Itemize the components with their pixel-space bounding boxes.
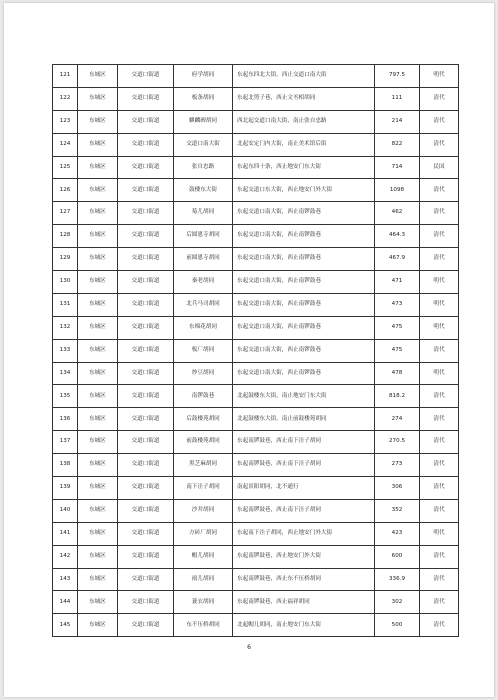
district-cell: 东城区 (78, 133, 118, 156)
table-row (53, 385, 459, 408)
street-cell: 交道口街道 (118, 225, 174, 248)
era-cell: 清代 (420, 385, 459, 408)
table-row (53, 568, 459, 591)
length-cell: 336.9 (375, 568, 420, 591)
era-cell: 清代 (420, 568, 459, 591)
table-row (53, 431, 459, 454)
extent-cell: 东起交道口东大街，西止地安门外大街 (233, 179, 375, 202)
street-cell: 交道口街道 (118, 65, 174, 88)
street-cell: 交道口街道 (118, 316, 174, 339)
district-cell: 东城区 (78, 454, 118, 477)
table-row (53, 522, 459, 545)
table-row (53, 408, 459, 431)
street-cell: 交道口街道 (118, 87, 174, 110)
era-cell: 清代 (420, 614, 459, 637)
hutong-name-cell: 鼓楼东大街 (174, 179, 233, 202)
extent-cell: 南起景阳胡同，北不通行 (233, 477, 375, 500)
length-cell: 306 (375, 477, 420, 500)
table-row (53, 362, 459, 385)
era-cell: 清代 (420, 133, 459, 156)
length-cell: 274 (375, 408, 420, 431)
row-number-cell: 136 (53, 408, 78, 431)
hutong-name-cell: 秦老胡同 (174, 271, 233, 294)
era-cell: 清代 (420, 202, 459, 225)
district-cell: 东城区 (78, 202, 118, 225)
era-cell: 清代 (420, 339, 459, 362)
street-cell: 交道口街道 (118, 362, 174, 385)
district-cell: 东城区 (78, 431, 118, 454)
row-number-cell: 142 (53, 545, 78, 568)
street-cell: 交道口街道 (118, 385, 174, 408)
table-row (53, 225, 459, 248)
row-number-cell: 129 (53, 248, 78, 271)
row-number-cell: 140 (53, 499, 78, 522)
district-cell: 东城区 (78, 339, 118, 362)
extent-cell: 北起鼓楼东大街，南止前鼓楼苑胡同 (233, 408, 375, 431)
table-row (53, 156, 459, 179)
row-number-cell: 127 (53, 202, 78, 225)
era-cell: 清代 (420, 591, 459, 614)
length-cell: 423 (375, 522, 420, 545)
extent-cell: 东起交道口南大街，西止南锣鼓巷 (233, 362, 375, 385)
street-cell: 交道口街道 (118, 591, 174, 614)
length-cell: 473 (375, 293, 420, 316)
table-row (53, 477, 459, 500)
district-cell: 东城区 (78, 408, 118, 431)
street-cell: 交道口街道 (118, 133, 174, 156)
length-cell: 302 (375, 591, 420, 614)
hutong-name-cell: 板厂胡同 (174, 339, 233, 362)
district-cell: 东城区 (78, 110, 118, 133)
hutong-name-cell: 炒豆胡同 (174, 362, 233, 385)
district-cell: 东城区 (78, 225, 118, 248)
era-cell: 明代 (420, 316, 459, 339)
table-row (53, 293, 459, 316)
row-number-cell: 145 (53, 614, 78, 637)
length-cell: 600 (375, 545, 420, 568)
hutong-name-cell: 南锣鼓巷 (174, 385, 233, 408)
length-cell: 462 (375, 202, 420, 225)
district-cell: 东城区 (78, 614, 118, 637)
length-cell: 797.5 (375, 65, 420, 88)
street-cell: 交道口街道 (118, 248, 174, 271)
document-page (4, 3, 494, 697)
hutong-name-cell: 板条胡同 (174, 87, 233, 110)
extent-cell: 东起东四北大街，西止交道口南大街 (233, 65, 375, 88)
hutong-name-cell: 南下洼子胡同 (174, 477, 233, 500)
table-row (53, 316, 459, 339)
length-cell: 352 (375, 499, 420, 522)
length-cell: 471 (375, 271, 420, 294)
era-cell: 清代 (420, 454, 459, 477)
extent-cell: 东起交道口南大街，西止南锣鼓巷 (233, 293, 375, 316)
hutong-name-cell: 府学胡同 (174, 65, 233, 88)
row-number-cell: 132 (53, 316, 78, 339)
length-cell: 464.3 (375, 225, 420, 248)
street-cell: 交道口街道 (118, 499, 174, 522)
era-cell: 清代 (420, 225, 459, 248)
era-cell: 清代 (420, 408, 459, 431)
extent-cell: 东起交道口南大街，西止南锣鼓巷 (233, 339, 375, 362)
hutong-name-cell: 前圆恩寺胡同 (174, 248, 233, 271)
hutong-name-cell: 东棉花胡同 (174, 316, 233, 339)
street-cell: 交道口街道 (118, 568, 174, 591)
district-cell: 东城区 (78, 179, 118, 202)
era-cell: 明代 (420, 65, 459, 88)
extent-cell: 东起南锣鼓巷，西止南下洼子胡同 (233, 499, 375, 522)
district-cell: 东城区 (78, 568, 118, 591)
length-cell: 714 (375, 156, 420, 179)
extent-cell: 西北起交道口南大街，南止张自忠路 (233, 110, 375, 133)
hutong-name-cell: 菊儿胡同 (174, 202, 233, 225)
era-cell: 清代 (420, 431, 459, 454)
street-cell: 交道口街道 (118, 110, 174, 133)
row-number-cell: 128 (53, 225, 78, 248)
street-cell: 交道口街道 (118, 522, 174, 545)
hutong-name-cell: 北兵马司胡同 (174, 293, 233, 316)
extent-cell: 东起交道口南大街，西止南锣鼓巷 (233, 202, 375, 225)
row-number-cell: 144 (53, 591, 78, 614)
length-cell: 822 (375, 133, 420, 156)
extent-cell: 东起南锣鼓巷，西止福祥胡同 (233, 591, 375, 614)
era-cell: 民国 (420, 156, 459, 179)
era-cell: 清代 (420, 545, 459, 568)
district-cell: 东城区 (78, 477, 118, 500)
street-cell: 交道口街道 (118, 545, 174, 568)
table-row (53, 110, 459, 133)
row-number-cell: 124 (53, 133, 78, 156)
street-cell: 交道口街道 (118, 408, 174, 431)
extent-cell: 北起安定门内大街，南止美术馆后街 (233, 133, 375, 156)
table-row (53, 271, 459, 294)
length-cell: 273 (375, 454, 420, 477)
row-number-cell: 131 (53, 293, 78, 316)
street-cell: 交道口街道 (118, 156, 174, 179)
era-cell: 明代 (420, 362, 459, 385)
extent-cell: 东起南锣鼓巷，西止地安门外大街 (233, 545, 375, 568)
table-row (53, 614, 459, 637)
hutong-name-cell: 后圆恩寺胡同 (174, 225, 233, 248)
extent-cell: 东起北剪子巷，西止文丞相胡同 (233, 87, 375, 110)
street-cell: 交道口街道 (118, 293, 174, 316)
row-number-cell: 130 (53, 271, 78, 294)
street-cell: 交道口街道 (118, 477, 174, 500)
street-cell: 交道口街道 (118, 271, 174, 294)
row-number-cell: 134 (53, 362, 78, 385)
street-cell: 交道口街道 (118, 614, 174, 637)
extent-cell: 东起东四十条，西止地安门东大街 (233, 156, 375, 179)
hutong-name-cell: 交道口南大街 (174, 133, 233, 156)
district-cell: 东城区 (78, 87, 118, 110)
table-row (53, 179, 459, 202)
hutong-name-cell: 雨儿胡同 (174, 568, 233, 591)
length-cell: 475 (375, 316, 420, 339)
district-cell: 东城区 (78, 316, 118, 339)
length-cell: 818.2 (375, 385, 420, 408)
era-cell: 清代 (420, 110, 459, 133)
length-cell: 475 (375, 339, 420, 362)
extent-cell: 东起南锣鼓巷，西止东不压桥胡同 (233, 568, 375, 591)
street-cell: 交道口街道 (118, 454, 174, 477)
district-cell: 东城区 (78, 591, 118, 614)
hutong-name-cell: 方砖厂胡同 (174, 522, 233, 545)
row-number-cell: 133 (53, 339, 78, 362)
district-cell: 东城区 (78, 545, 118, 568)
extent-cell: 东起南下洼子胡同，西止地安门外大街 (233, 522, 375, 545)
hutong-name-cell: 前鼓楼苑胡同 (174, 431, 233, 454)
row-number-cell: 121 (53, 65, 78, 88)
era-cell: 明代 (420, 522, 459, 545)
length-cell: 111 (375, 87, 420, 110)
extent-cell: 东起交道口南大街，西止南锣鼓巷 (233, 271, 375, 294)
street-cell: 交道口街道 (118, 202, 174, 225)
hutong-name-cell: 后鼓楼苑胡同 (174, 408, 233, 431)
era-cell: 明代 (420, 293, 459, 316)
length-cell: 500 (375, 614, 420, 637)
table-row (53, 591, 459, 614)
district-cell: 东城区 (78, 65, 118, 88)
hutong-name-cell: 张自忠路 (174, 156, 233, 179)
hutong-name-cell: 蓑衣胡同 (174, 591, 233, 614)
extent-cell: 东起交道口南大街，西止南锣鼓巷 (233, 316, 375, 339)
district-cell: 东城区 (78, 271, 118, 294)
hutong-name-cell: 沙井胡同 (174, 499, 233, 522)
length-cell: 214 (375, 110, 420, 133)
table-row (53, 545, 459, 568)
page-number: 6 (247, 644, 251, 651)
row-number-cell: 135 (53, 385, 78, 408)
district-cell: 东城区 (78, 248, 118, 271)
extent-cell: 东起南锣鼓巷，西止南下洼子胡同 (233, 431, 375, 454)
table-row (53, 202, 459, 225)
district-cell: 东城区 (78, 293, 118, 316)
district-cell: 东城区 (78, 499, 118, 522)
row-number-cell: 125 (53, 156, 78, 179)
hutong-name-cell: 帽儿胡同 (174, 545, 233, 568)
row-number-cell: 143 (53, 568, 78, 591)
table-row (53, 499, 459, 522)
extent-cell: 北起帽儿胡同，南止地安门东大街 (233, 614, 375, 637)
hutong-name-cell: 东不压桥胡同 (174, 614, 233, 637)
row-number-cell: 141 (53, 522, 78, 545)
hutong-name-cell: 麒麟碑胡同 (174, 110, 233, 133)
length-cell: 270.5 (375, 431, 420, 454)
row-number-cell: 123 (53, 110, 78, 133)
era-cell: 明代 (420, 271, 459, 294)
street-cell: 交道口街道 (118, 431, 174, 454)
table-row (53, 248, 459, 271)
district-cell: 东城区 (78, 385, 118, 408)
era-cell: 清代 (420, 248, 459, 271)
table-row (53, 65, 459, 88)
length-cell: 478 (375, 362, 420, 385)
extent-cell: 东起南锣鼓巷，西止南下洼子胡同 (233, 454, 375, 477)
table-row (53, 87, 459, 110)
era-cell: 清代 (420, 477, 459, 500)
row-number-cell: 137 (53, 431, 78, 454)
era-cell: 清代 (420, 87, 459, 110)
district-cell: 东城区 (78, 362, 118, 385)
hutong-name-cell: 黑芝麻胡同 (174, 454, 233, 477)
length-cell: 467.9 (375, 248, 420, 271)
district-cell: 东城区 (78, 156, 118, 179)
extent-cell: 北起鼓楼东大街，南止地安门东大街 (233, 385, 375, 408)
street-cell: 交道口街道 (118, 179, 174, 202)
extent-cell: 东起交道口南大街，西止南锣鼓巷 (233, 248, 375, 271)
row-number-cell: 139 (53, 477, 78, 500)
era-cell: 清代 (420, 499, 459, 522)
table-row (53, 133, 459, 156)
district-cell: 东城区 (78, 522, 118, 545)
extent-cell: 东起交道口南大街，西止南锣鼓巷 (233, 225, 375, 248)
table-row (53, 454, 459, 477)
era-cell: 清代 (420, 179, 459, 202)
table-row (53, 339, 459, 362)
length-cell: 1098 (375, 179, 420, 202)
row-number-cell: 138 (53, 454, 78, 477)
row-number-cell: 126 (53, 179, 78, 202)
hutong-table (52, 64, 459, 637)
street-cell: 交道口街道 (118, 339, 174, 362)
row-number-cell: 122 (53, 87, 78, 110)
